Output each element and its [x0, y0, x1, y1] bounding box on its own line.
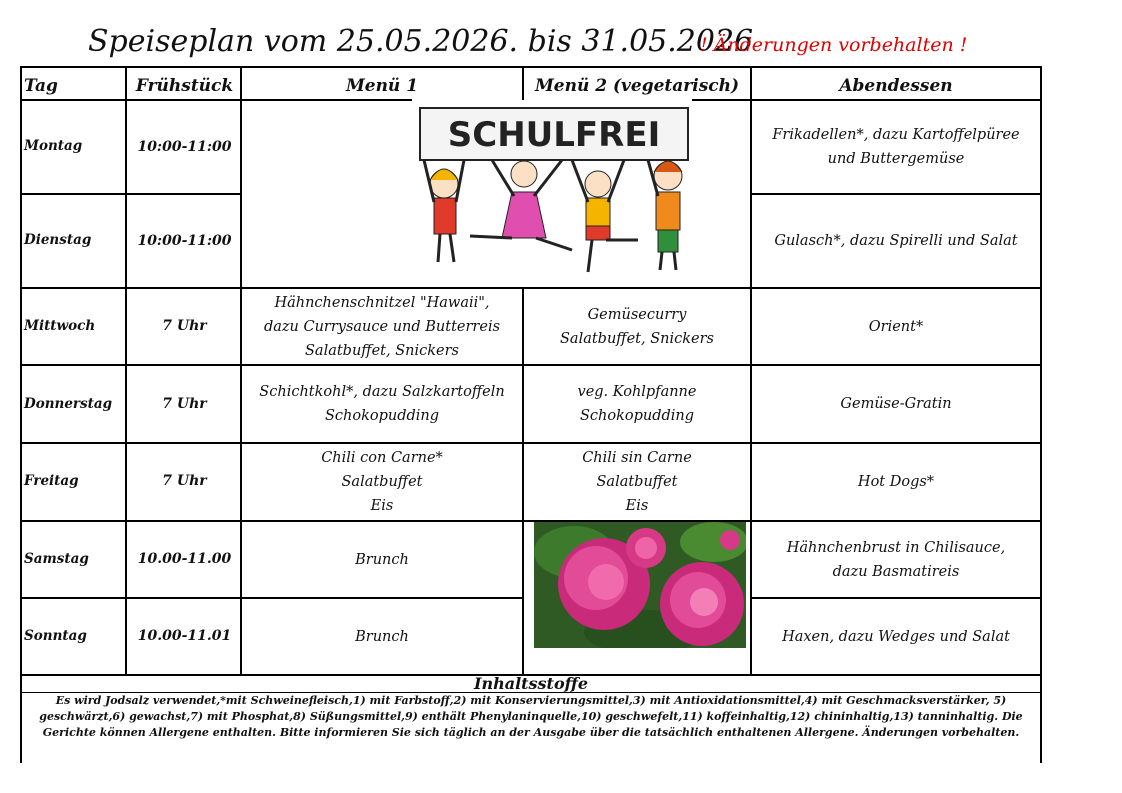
menu2-thursday — [524, 366, 750, 442]
dinner-line: Gulasch*, dazu Spirelli und Salat — [774, 233, 1018, 249]
schulfrei-label: SCHULFREI — [447, 115, 661, 155]
menu-line: Chili sin Carne — [582, 450, 692, 466]
menu-line: Eis — [370, 498, 394, 514]
menu-line: Chili con Carne* — [321, 450, 443, 466]
header-tag: Tag — [24, 76, 58, 96]
menu-line: Salatbuffet, Snickers — [560, 330, 714, 347]
breakfast-tuesday: 10:00-11:00 — [137, 233, 232, 249]
footer-title: Inhaltsstoffe — [473, 674, 589, 693]
menu2-friday — [524, 444, 750, 520]
menu-line: Eis — [625, 498, 649, 514]
dinner-saturday — [752, 522, 1040, 597]
breakfast-saturday: 10.00-11.00 — [137, 551, 232, 567]
menu-line: Schokopudding — [324, 408, 440, 424]
dinner-monday — [752, 101, 1040, 193]
day-wednesday: Mittwoch — [24, 318, 96, 334]
day-saturday: Samstag — [24, 551, 89, 567]
menu-line: Gemüsecurry — [587, 306, 687, 323]
header-menu1: Menü 1 — [345, 76, 419, 96]
menu-line: Schichtkohl*, dazu Salzkartoffeln — [259, 384, 505, 400]
dinner-tuesday — [752, 195, 1040, 287]
menu-line: Schokopudding — [579, 408, 695, 424]
dinner-friday — [752, 444, 1040, 520]
dinner-line: Haxen, dazu Wedges und Salat — [782, 628, 1010, 645]
dinner-line: Frikadellen*, dazu Kartoffelpüree — [772, 127, 1020, 143]
changes-notice: ! Änderungen vorbehalten ! — [700, 34, 968, 56]
menu-line: Hähnchenschnitzel "Hawaii", — [274, 294, 490, 311]
schulfrei-illustration — [412, 100, 692, 280]
menu-line: veg. Kohlpfanne — [577, 384, 697, 400]
day-sunday: Sonntag — [24, 628, 87, 644]
breakfast-friday: 7 Uhr — [162, 473, 207, 489]
dinner-sunday — [752, 599, 1040, 674]
page-title: Speiseplan vom 25.05.2026. bis 31.05.2026 — [88, 24, 754, 59]
header-menu2: Menü 2 (vegetarisch) — [534, 76, 740, 96]
day-monday: Montag — [24, 138, 83, 154]
menu2-wednesday — [524, 289, 750, 364]
dinner-wednesday — [752, 289, 1040, 364]
menu1-saturday — [242, 522, 522, 597]
menu1-sunday — [242, 599, 522, 674]
breakfast-monday: 10:00-11:00 — [137, 139, 232, 155]
breakfast-sunday: 10.00-11.01 — [137, 628, 232, 644]
dinner-line: Gemüse-Gratin — [840, 396, 952, 412]
day-friday: Freitag — [24, 473, 79, 489]
dinner-line: dazu Basmatireis — [832, 563, 960, 580]
menu1-friday — [242, 444, 522, 520]
menu-line: dazu Currysauce und Butterreis — [263, 318, 501, 335]
header-fruehstueck: Frühstück — [135, 76, 234, 96]
header-abendessen: Abendessen — [839, 76, 953, 96]
dinner-line: und Buttergemüse — [827, 151, 965, 167]
peony-flower-photo — [534, 522, 746, 648]
menu-line: Salatbuffet, Snickers — [305, 342, 459, 359]
menu1-thursday — [242, 366, 522, 442]
dinner-line: Hot Dogs* — [857, 474, 935, 490]
menu1-wednesday — [242, 289, 522, 364]
dinner-line: Hähnchenbrust in Chilisauce, — [786, 539, 1006, 556]
menu-line: Salatbuffet — [596, 474, 678, 490]
day-thursday: Donnerstag — [24, 396, 113, 412]
menu-line: Salatbuffet — [341, 474, 423, 490]
dinner-line: Orient* — [868, 318, 924, 335]
menu-line: Brunch — [355, 628, 409, 645]
day-tuesday: Dienstag — [24, 232, 92, 248]
dinner-thursday — [752, 366, 1040, 442]
breakfast-thursday: 7 Uhr — [162, 396, 207, 412]
menu-line: Brunch — [355, 551, 409, 568]
ingredients-note: Es wird Jodsalz verwendet,*mit Schweinefleisch,1) mit Farbstoff,2) mit Konservierungsmittel,3) mit Antioxidationsmittel,4) mit Geschmacksverstärker, 5) geschwärzt,6) gewachst,7) mit Phosphat,8) Süßungsmittel,9) enthält Phenylaninquelle,10) geschwefelt,11) koffeinhaltig,12) chininhaltig,13) tanninhaltig. Die Gerichte können Allergene enthalten. Bitte informieren Sie sich täglich an der Ausgabe über die tatsächlich enthaltenen Allergene. Änderungen vorbehalten. — [39, 694, 1023, 739]
breakfast-wednesday: 7 Uhr — [162, 318, 207, 334]
